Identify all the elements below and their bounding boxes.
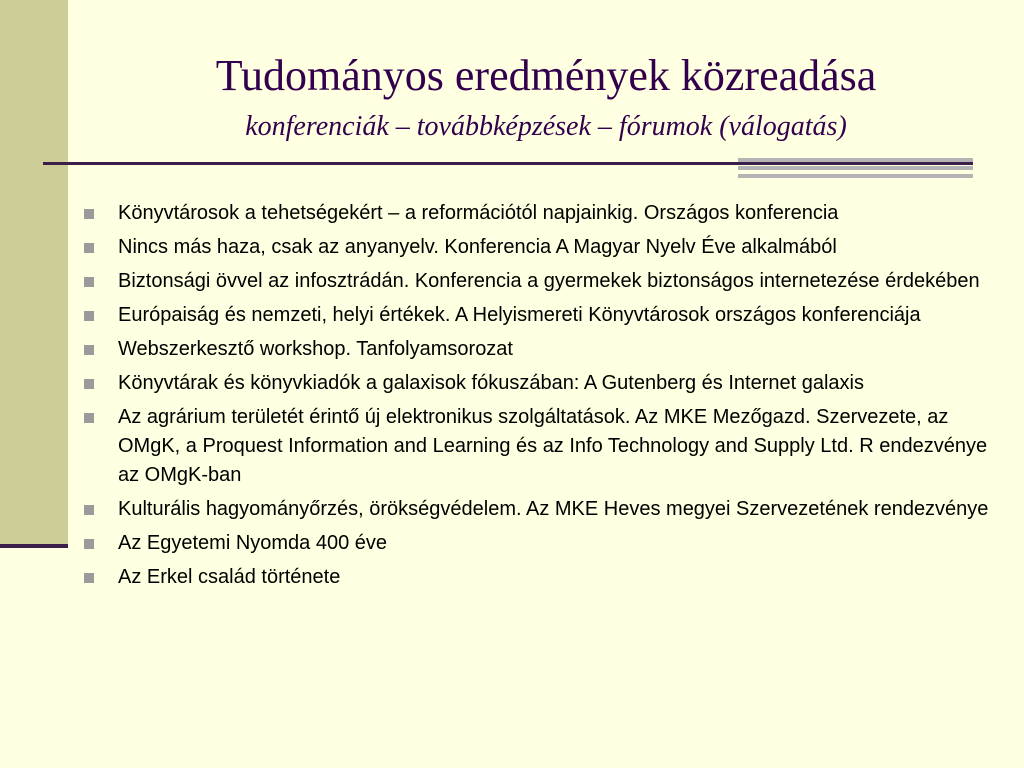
square-bullet-icon [84,345,94,355]
title-divider-stripes [738,158,973,178]
bullet-text: Nincs más haza, csak az anyanyelv. Konferencia A Magyar Nyelv Éve alkalmából [118,236,837,258]
bullet-text: Könyvtárosok a tehetségekért – a reformációtól napjainkig. Országos konferencia [118,202,839,224]
square-bullet-icon [84,243,94,253]
bullet-text: Az Egyetemi Nyomda 400 éve [118,532,388,554]
bullet-text: Kulturális hagyományőrzés, örökségvédelem. Az MKE Heves megyei Szervezetének rendezvénye [118,498,989,520]
square-bullet-icon [84,413,94,423]
square-bullet-icon [84,379,94,389]
bullet-item [82,403,1007,490]
left-band-underline [0,544,68,548]
bullet-item [82,529,1007,558]
slide-subtitle: konferenciák – továbbképzések – fórumok (válogatás) [245,111,847,142]
bullet-item [82,369,1007,398]
square-bullet-icon [84,277,94,287]
square-bullet-icon [84,505,94,515]
bullet-item [82,335,1007,364]
bullet-item [82,199,1007,228]
left-decorative-band [0,0,68,544]
bullet-item [82,301,1007,330]
bullet-list [82,199,1007,597]
slide-title: Tudományos eredmények közreadása [215,51,877,100]
bullet-text: Az agrárium területét érintő új elektronikus szolgáltatások. Az MKE Mezőgazd. Szervezete, az OMgK, a Proquest Information and Learning és az Info Technology and Supply Ltd. R endezvénye az OMgK-ban [118,406,988,486]
bullet-text: Az Erkel család története [118,566,341,588]
square-bullet-icon [84,209,94,219]
bullet-item [82,267,1007,296]
square-bullet-icon [84,311,94,321]
bullet-text: Webszerkesztő workshop. Tanfolyamsorozat [118,338,513,360]
bullet-text: Európaiság és nemzeti, helyi értékek. A Helyismereti Könyvtárosok országos konferenciája [118,304,921,326]
bullet-item [82,233,1007,262]
bullet-item [82,495,1007,524]
bullet-text: Biztonsági övvel az infosztrádán. Konferencia a gyermekek biztonságos internetezése érdekében [118,270,980,292]
bullet-item [82,563,1007,592]
bullet-text: Könyvtárak és könyvkiadók a galaxisok fókuszában: A Gutenberg és Internet galaxis [118,372,864,394]
square-bullet-icon [84,573,94,583]
square-bullet-icon [84,539,94,549]
